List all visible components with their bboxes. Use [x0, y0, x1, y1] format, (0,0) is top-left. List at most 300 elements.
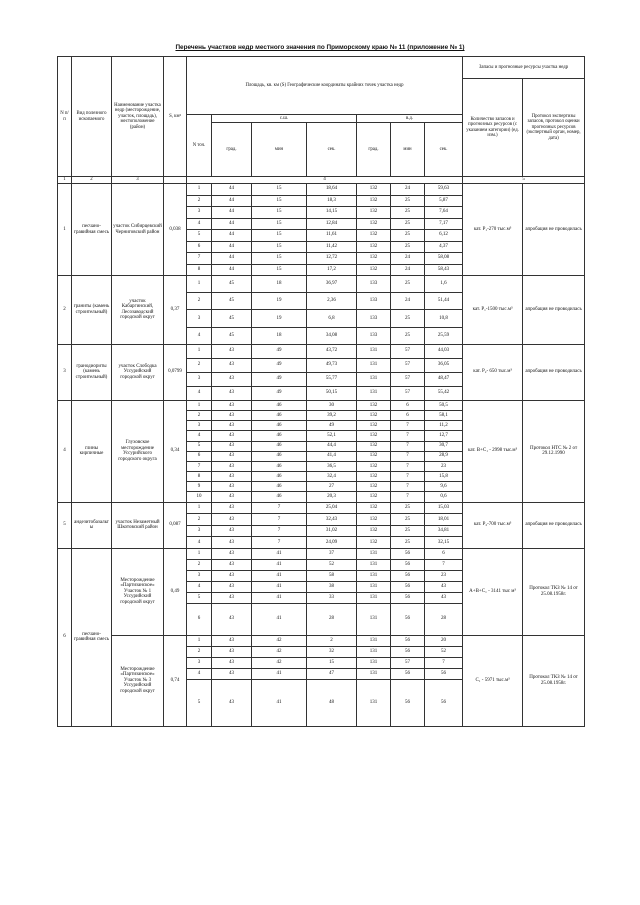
coordinate-cell: 18,3 [307, 195, 357, 207]
coordinate-cell: 4 [187, 327, 212, 344]
coordinate-cell: 3 [187, 525, 212, 537]
coordinate-cell: 32,43 [307, 514, 357, 526]
header-lat-degrees: град. [212, 123, 252, 177]
site-number: 1 [58, 184, 72, 276]
coordinate-cell: 43 [212, 502, 252, 514]
coordinate-cell: 15 [252, 253, 307, 265]
table-row [58, 184, 585, 196]
coordinate-cell: 44 [212, 207, 252, 219]
coordinate-cell: 56 [391, 635, 425, 646]
coordinate-cell: 132 [357, 461, 391, 471]
coordinate-cell: 2 [307, 635, 357, 646]
coordinate-cell: 52,1 [307, 431, 357, 441]
coordinate-cell: 1 [187, 400, 212, 410]
coordinate-cell: 10 [187, 492, 212, 502]
header-num: N п/п [58, 57, 72, 177]
site-number: 4 [58, 400, 72, 502]
header-quantity: Количество запасов и прогнозных ресурсов (с указанием категории) (ед. изм.) [463, 79, 523, 177]
header-coords: Площадь, кв. км (S) Географические координаты крайних точек участка недр [187, 57, 463, 115]
coordinate-cell: 9 [187, 482, 212, 492]
coordinate-cell: 56 [391, 570, 425, 581]
coordinate-cell: 132 [357, 431, 391, 441]
header-reserves: Запасы и прогнозные ресурсы участка недр [463, 57, 585, 79]
coordinate-cell: 132 [357, 441, 391, 451]
coordinate-cell: 132 [357, 207, 391, 219]
coordinate-cell: 131 [357, 657, 391, 668]
coordinate-cell: 51,44 [425, 293, 463, 310]
coordinate-cell: 55,77 [307, 372, 357, 386]
coordinate-cell: 43 [212, 410, 252, 420]
coordinate-cell: 56 [391, 646, 425, 657]
coordinate-cell: 44,4 [307, 441, 357, 451]
coordinate-cell: 25,04 [307, 502, 357, 514]
coordinate-cell: 44 [212, 241, 252, 253]
coordinate-cell: 47 [307, 668, 357, 679]
subsoil-sites-table [57, 56, 585, 727]
site-mineral: песчано-гравийная смесь [72, 548, 112, 726]
coordinate-cell: 7 [391, 441, 425, 451]
coordinate-cell: 4 [187, 386, 212, 400]
site-name: участок Сибирцевский Черниговский район [112, 184, 164, 276]
coordinate-cell: 131 [357, 592, 391, 603]
coordinate-cell: 46 [252, 472, 307, 482]
coordinate-cell: 28 [425, 603, 463, 635]
coordinate-cell: 11,61 [307, 230, 357, 242]
coordinate-cell: 19 [252, 310, 307, 327]
coordinate-cell: 8 [187, 264, 212, 276]
coordinate-cell: 56 [391, 679, 425, 726]
coordinate-cell: 41,4 [307, 451, 357, 461]
coordinate-cell: 43 [212, 603, 252, 635]
coordinate-cell: 41 [252, 581, 307, 592]
coordinate-cell: 43 [212, 441, 252, 451]
coordinate-cell: 46 [252, 482, 307, 492]
coordinate-cell: 5 [187, 441, 212, 451]
coordinate-cell: 56 [391, 559, 425, 570]
coordinate-cell: 25 [391, 502, 425, 514]
coordinate-cell: 132 [357, 230, 391, 242]
coordinate-cell: 131 [357, 559, 391, 570]
site-number: 5 [58, 502, 72, 548]
coordinate-cell: 15 [252, 184, 307, 196]
coordinate-cell: 32,15 [425, 537, 463, 549]
site-reserves: кат. P₂-700 тыс.м³ [463, 502, 523, 548]
coordinate-cell: 44,03 [425, 344, 463, 358]
coordinate-cell: 43 [212, 400, 252, 410]
coordinate-cell: 44 [212, 253, 252, 265]
header-lon-seconds: сек. [425, 123, 463, 177]
coordinate-cell: 43,72 [307, 344, 357, 358]
site-number: 2 [58, 276, 72, 345]
coordinate-cell: 25 [391, 514, 425, 526]
coordinate-cell: 43 [212, 559, 252, 570]
coordinate-cell: 49 [307, 421, 357, 431]
site-area: 0,37 [164, 276, 187, 345]
coordinate-cell: 3 [187, 657, 212, 668]
coordinate-cell: 3 [187, 421, 212, 431]
coordinate-cell: 3 [187, 207, 212, 219]
coordinate-cell: 15 [252, 195, 307, 207]
header-lon-degrees: град. [357, 123, 391, 177]
coordinate-cell: 43 [212, 537, 252, 549]
coordinate-cell: 25 [391, 310, 425, 327]
coordinate-cell: 6,12 [425, 230, 463, 242]
coordinate-cell: 32,4 [307, 472, 357, 482]
coordinate-cell: 6 [391, 410, 425, 420]
coordinate-cell: 36,05 [425, 358, 463, 372]
coordinate-cell: 57 [391, 386, 425, 400]
coordinate-cell: 18,64 [307, 184, 357, 196]
coordinate-cell: 132 [357, 451, 391, 461]
coordinate-cell: 20,3 [307, 492, 357, 502]
coordinate-cell: 9,6 [425, 482, 463, 492]
header-point-number: N точ. [187, 115, 212, 177]
site-mineral: глины кирпичные [72, 400, 112, 502]
coordinate-cell: 7,64 [425, 207, 463, 219]
coordinate-cell: 38 [307, 581, 357, 592]
header-lon-minutes: мин [391, 123, 425, 177]
coordinate-cell: 25 [391, 276, 425, 293]
index-cell: 3 [112, 177, 164, 184]
table-row [58, 344, 585, 358]
coordinate-cell: 41 [252, 592, 307, 603]
site-area: 0,087 [164, 502, 187, 548]
coordinate-cell: 57 [391, 372, 425, 386]
site-protocol: Протокол НТС № 2 от 29.12.1990 [523, 400, 585, 502]
coordinate-cell: 5 [187, 679, 212, 726]
index-cell: 4 [187, 177, 463, 184]
index-cell: 2 [72, 177, 112, 184]
coordinate-cell: 49 [252, 358, 307, 372]
coordinate-cell: 15,03 [425, 502, 463, 514]
coordinate-cell: 41 [252, 548, 307, 559]
coordinate-cell: 132 [357, 241, 391, 253]
header-kind: Вид полезного ископаемого [72, 57, 112, 177]
site-area: 0,74 [164, 635, 187, 726]
coordinate-cell: 25 [391, 525, 425, 537]
coordinate-cell: 131 [357, 358, 391, 372]
coordinate-cell: 30,7 [425, 441, 463, 451]
coordinate-cell: 6,8 [307, 310, 357, 327]
site-protocol: Протокол ТКЗ № 14 от 25.08.1958г. [523, 548, 585, 635]
coordinate-cell: 25 [391, 241, 425, 253]
table-body [58, 57, 585, 727]
coordinate-cell: 24 [391, 293, 425, 310]
coordinate-cell: 132 [357, 525, 391, 537]
site-reserves: C₁ - 5971 тыс.м³ [463, 635, 523, 726]
coordinate-cell: 45 [212, 310, 252, 327]
coordinate-cell: 132 [357, 184, 391, 196]
site-name: участок Кабаргинский, Лесозаводский городской округ [112, 276, 164, 345]
coordinate-cell: 15 [252, 241, 307, 253]
coordinate-cell: 6 [187, 603, 212, 635]
coordinate-cell: 27 [307, 482, 357, 492]
site-area: 0,0799 [164, 344, 187, 400]
site-name: Месторождение «Партизанское» Участок № 1 Уссурийский городской округ [112, 548, 164, 635]
coordinate-cell: 43 [212, 646, 252, 657]
index-cell: 5 [463, 177, 585, 184]
coordinate-cell: 58,1 [425, 410, 463, 420]
coordinate-cell: 20 [425, 635, 463, 646]
coordinate-cell: 43 [212, 514, 252, 526]
coordinate-cell: 6 [391, 400, 425, 410]
coordinate-cell: 3 [187, 310, 212, 327]
coordinate-cell: 7 [425, 559, 463, 570]
site-protocol: апробация не проводилась [523, 276, 585, 345]
coordinate-cell: 2 [187, 195, 212, 207]
site-reserves: кат. P₂- 650 тыс.м³ [463, 344, 523, 400]
coordinate-cell: 8 [187, 472, 212, 482]
coordinate-cell: 44 [212, 230, 252, 242]
coordinate-cell: 34,81 [425, 525, 463, 537]
coordinate-cell: 28,9 [425, 451, 463, 461]
site-area: 0,038 [164, 184, 187, 276]
coordinate-cell: 41 [252, 570, 307, 581]
coordinate-cell: 23 [425, 461, 463, 471]
coordinate-cell: 132 [357, 195, 391, 207]
coordinate-cell: 132 [357, 410, 391, 420]
coordinate-cell: 2,36 [307, 293, 357, 310]
coordinate-cell: 6 [187, 451, 212, 461]
coordinate-cell: 43 [212, 461, 252, 471]
coordinate-cell: 44 [212, 184, 252, 196]
site-protocol: апробация не проводилась [523, 502, 585, 548]
coordinate-cell: 39,2 [307, 410, 357, 420]
coordinate-cell: 2 [187, 514, 212, 526]
site-reserves: кат. P₁-1500 тыс.м³ [463, 276, 523, 345]
site-area: 0,34 [164, 400, 187, 502]
site-mineral: граниты (камень строительный) [72, 276, 112, 345]
header-lat-minutes: мин [252, 123, 307, 177]
table-row [58, 548, 585, 559]
coordinate-cell: 49 [252, 372, 307, 386]
coordinate-cell: 41 [252, 679, 307, 726]
coordinate-cell: 43 [212, 386, 252, 400]
coordinate-cell: 3 [187, 570, 212, 581]
site-protocol: апробация не проводилась [523, 184, 585, 276]
coordinate-cell: 49 [252, 386, 307, 400]
coordinate-cell: 59,63 [425, 184, 463, 196]
coordinate-cell: 50,15 [307, 386, 357, 400]
site-number: 3 [58, 344, 72, 400]
coordinate-cell: 57 [391, 657, 425, 668]
coordinate-cell: 5,87 [425, 195, 463, 207]
coordinate-cell: 43 [212, 482, 252, 492]
coordinate-cell: 37 [307, 548, 357, 559]
coordinate-cell: 43 [212, 525, 252, 537]
coordinate-cell: 43 [212, 358, 252, 372]
coordinate-cell: 6 [187, 241, 212, 253]
coordinate-cell: 57 [391, 344, 425, 358]
site-mineral: андезитобазальты [72, 502, 112, 548]
coordinate-cell: 132 [357, 472, 391, 482]
coordinate-cell: 132 [357, 400, 391, 410]
document-title: Перечень участков недр местного значения по Приморскому краю № 11 (приложение № 1) [175, 44, 465, 51]
coordinate-cell: 24,09 [307, 537, 357, 549]
coordinate-cell: 131 [357, 344, 391, 358]
coordinate-cell: 14,15 [307, 207, 357, 219]
coordinate-cell: 1 [187, 502, 212, 514]
coordinate-cell: 56 [425, 668, 463, 679]
coordinate-cell: 25,59 [425, 327, 463, 344]
coordinate-cell: 43 [212, 668, 252, 679]
coordinate-cell: 15 [252, 230, 307, 242]
coordinate-cell: 18,01 [425, 514, 463, 526]
coordinate-cell: 49,73 [307, 358, 357, 372]
coordinate-cell: 46 [252, 451, 307, 461]
coordinate-cell: 42 [252, 657, 307, 668]
coordinate-cell: 43 [212, 581, 252, 592]
coordinate-cell: 1 [187, 276, 212, 293]
coordinate-cell: 45 [212, 327, 252, 344]
coordinate-cell: 55,42 [425, 386, 463, 400]
coordinate-cell: 25 [391, 218, 425, 230]
coordinate-cell: 15 [252, 264, 307, 276]
coordinate-cell: 7 [252, 514, 307, 526]
table-row [58, 400, 585, 410]
coordinate-cell: 56 [391, 581, 425, 592]
site-name: участок Незаметный Шкотовский район [112, 502, 164, 548]
coordinate-cell: 131 [357, 581, 391, 592]
coordinate-cell: 33 [307, 592, 357, 603]
coordinate-cell: 18 [252, 327, 307, 344]
coordinate-cell: 43 [212, 679, 252, 726]
coordinate-cell: 36,97 [307, 276, 357, 293]
coordinate-cell: 43 [425, 581, 463, 592]
coordinate-cell: 132 [357, 514, 391, 526]
coordinate-cell: 131 [357, 668, 391, 679]
coordinate-cell: 1 [187, 344, 212, 358]
coordinate-cell: 41 [252, 668, 307, 679]
site-reserves: кат. P₁-270 тыс.м³ [463, 184, 523, 276]
coordinate-cell: 7 [391, 461, 425, 471]
coordinate-cell: 25 [391, 195, 425, 207]
site-name: Глуховское месторождение Уссурийского городского округа [112, 400, 164, 502]
coordinate-cell: 48 [307, 679, 357, 726]
header-protocol: Протокол экспертизы запасов, протокол оценки прогнозных ресурсов (экспертный орган, номер, дата) [523, 79, 585, 177]
coordinate-cell: 131 [357, 570, 391, 581]
coordinate-cell: 131 [357, 646, 391, 657]
site-name: участок Слободка Уссурийский городской округ [112, 344, 164, 400]
coordinate-cell: 12,72 [307, 253, 357, 265]
coordinate-cell: 7 [252, 502, 307, 514]
coordinate-cell: 41 [252, 603, 307, 635]
table-row [58, 635, 585, 646]
coordinate-cell: 15 [307, 657, 357, 668]
coordinate-cell: 46 [252, 492, 307, 502]
site-mineral: гранодиориты (камень строительный) [72, 344, 112, 400]
coordinate-cell: 56 [391, 592, 425, 603]
coordinate-cell: 44 [212, 218, 252, 230]
coordinate-cell: 28 [307, 603, 357, 635]
coordinate-cell: 2 [187, 559, 212, 570]
coordinate-cell: 7 [391, 451, 425, 461]
coordinate-cell: 43 [212, 492, 252, 502]
coordinate-cell: 132 [357, 482, 391, 492]
coordinate-cell: 132 [357, 421, 391, 431]
coordinate-cell: 132 [357, 264, 391, 276]
coordinate-cell: 3 [187, 372, 212, 386]
coordinate-cell: 7 [391, 492, 425, 502]
site-number: 6 [58, 548, 72, 726]
coordinate-cell: 1 [187, 635, 212, 646]
coordinate-cell: 4 [187, 581, 212, 592]
coordinate-cell: 46 [252, 421, 307, 431]
coordinate-cell: 43 [212, 451, 252, 461]
coordinate-cell: 25 [391, 207, 425, 219]
coordinate-cell: 11,42 [307, 241, 357, 253]
coordinate-cell: 52 [307, 559, 357, 570]
header-longitude: в.д. [357, 115, 463, 123]
coordinate-cell: 7 [391, 482, 425, 492]
coordinate-cell: 43 [212, 372, 252, 386]
coordinate-cell: 25 [391, 230, 425, 242]
coordinate-cell: 43 [212, 657, 252, 668]
coordinate-cell: 133 [357, 293, 391, 310]
coordinate-cell: 43 [212, 570, 252, 581]
coordinate-cell: 131 [357, 548, 391, 559]
coordinate-cell: 132 [357, 537, 391, 549]
coordinate-cell: 2 [187, 646, 212, 657]
coordinate-cell: 133 [357, 310, 391, 327]
coordinate-cell: 45 [212, 293, 252, 310]
coordinate-cell: 19 [252, 293, 307, 310]
header-name: Наименование участка недр (месторождение, участок, площадь), местоположение (район) [112, 57, 164, 177]
coordinate-cell: 17,2 [307, 264, 357, 276]
coordinate-cell: 4 [187, 668, 212, 679]
coordinate-cell: 7 [425, 657, 463, 668]
coordinate-cell: 1 [187, 548, 212, 559]
coordinate-cell: 131 [357, 372, 391, 386]
coordinate-cell: 7 [252, 525, 307, 537]
coordinate-cell: 32 [307, 646, 357, 657]
coordinate-cell: 43 [212, 431, 252, 441]
coordinate-cell: 44 [212, 264, 252, 276]
coordinate-cell: 49 [252, 344, 307, 358]
site-name: Месторождение «Партизанское» Участок № 3 Уссурийский городской округ [112, 635, 164, 726]
header-area: S, км² [164, 57, 187, 177]
coordinate-cell: 15 [252, 218, 307, 230]
coordinate-cell: 46 [252, 441, 307, 451]
coordinate-cell: 132 [357, 492, 391, 502]
coordinate-cell: 2 [187, 358, 212, 372]
site-mineral: песчано-гравийная смесь [72, 184, 112, 276]
coordinate-cell: 36,5 [307, 461, 357, 471]
table-row [58, 502, 585, 514]
site-area: 0,49 [164, 548, 187, 635]
coordinate-cell: 7 [391, 472, 425, 482]
coordinate-cell: 56 [391, 603, 425, 635]
coordinate-cell: 10,8 [425, 310, 463, 327]
site-reserves: кат. B+C₁ - 2998 тыс.м³ [463, 400, 523, 502]
coordinate-cell: 131 [357, 635, 391, 646]
coordinate-cell: 18 [252, 276, 307, 293]
coordinate-cell: 57 [391, 358, 425, 372]
coordinate-cell: 41 [252, 559, 307, 570]
coordinate-cell: 24 [391, 264, 425, 276]
coordinate-cell: 43 [212, 635, 252, 646]
coordinate-cell: 11,2 [425, 421, 463, 431]
coordinate-cell: 56 [425, 679, 463, 726]
coordinate-cell: 7 [187, 461, 212, 471]
coordinate-cell: 4 [187, 431, 212, 441]
coordinate-cell: 131 [357, 679, 391, 726]
coordinate-cell: 46 [252, 461, 307, 471]
coordinate-cell: 4 [187, 537, 212, 549]
coordinate-cell: 0,6 [425, 492, 463, 502]
coordinate-cell: 30 [307, 400, 357, 410]
coordinate-cell: 1,6 [425, 276, 463, 293]
